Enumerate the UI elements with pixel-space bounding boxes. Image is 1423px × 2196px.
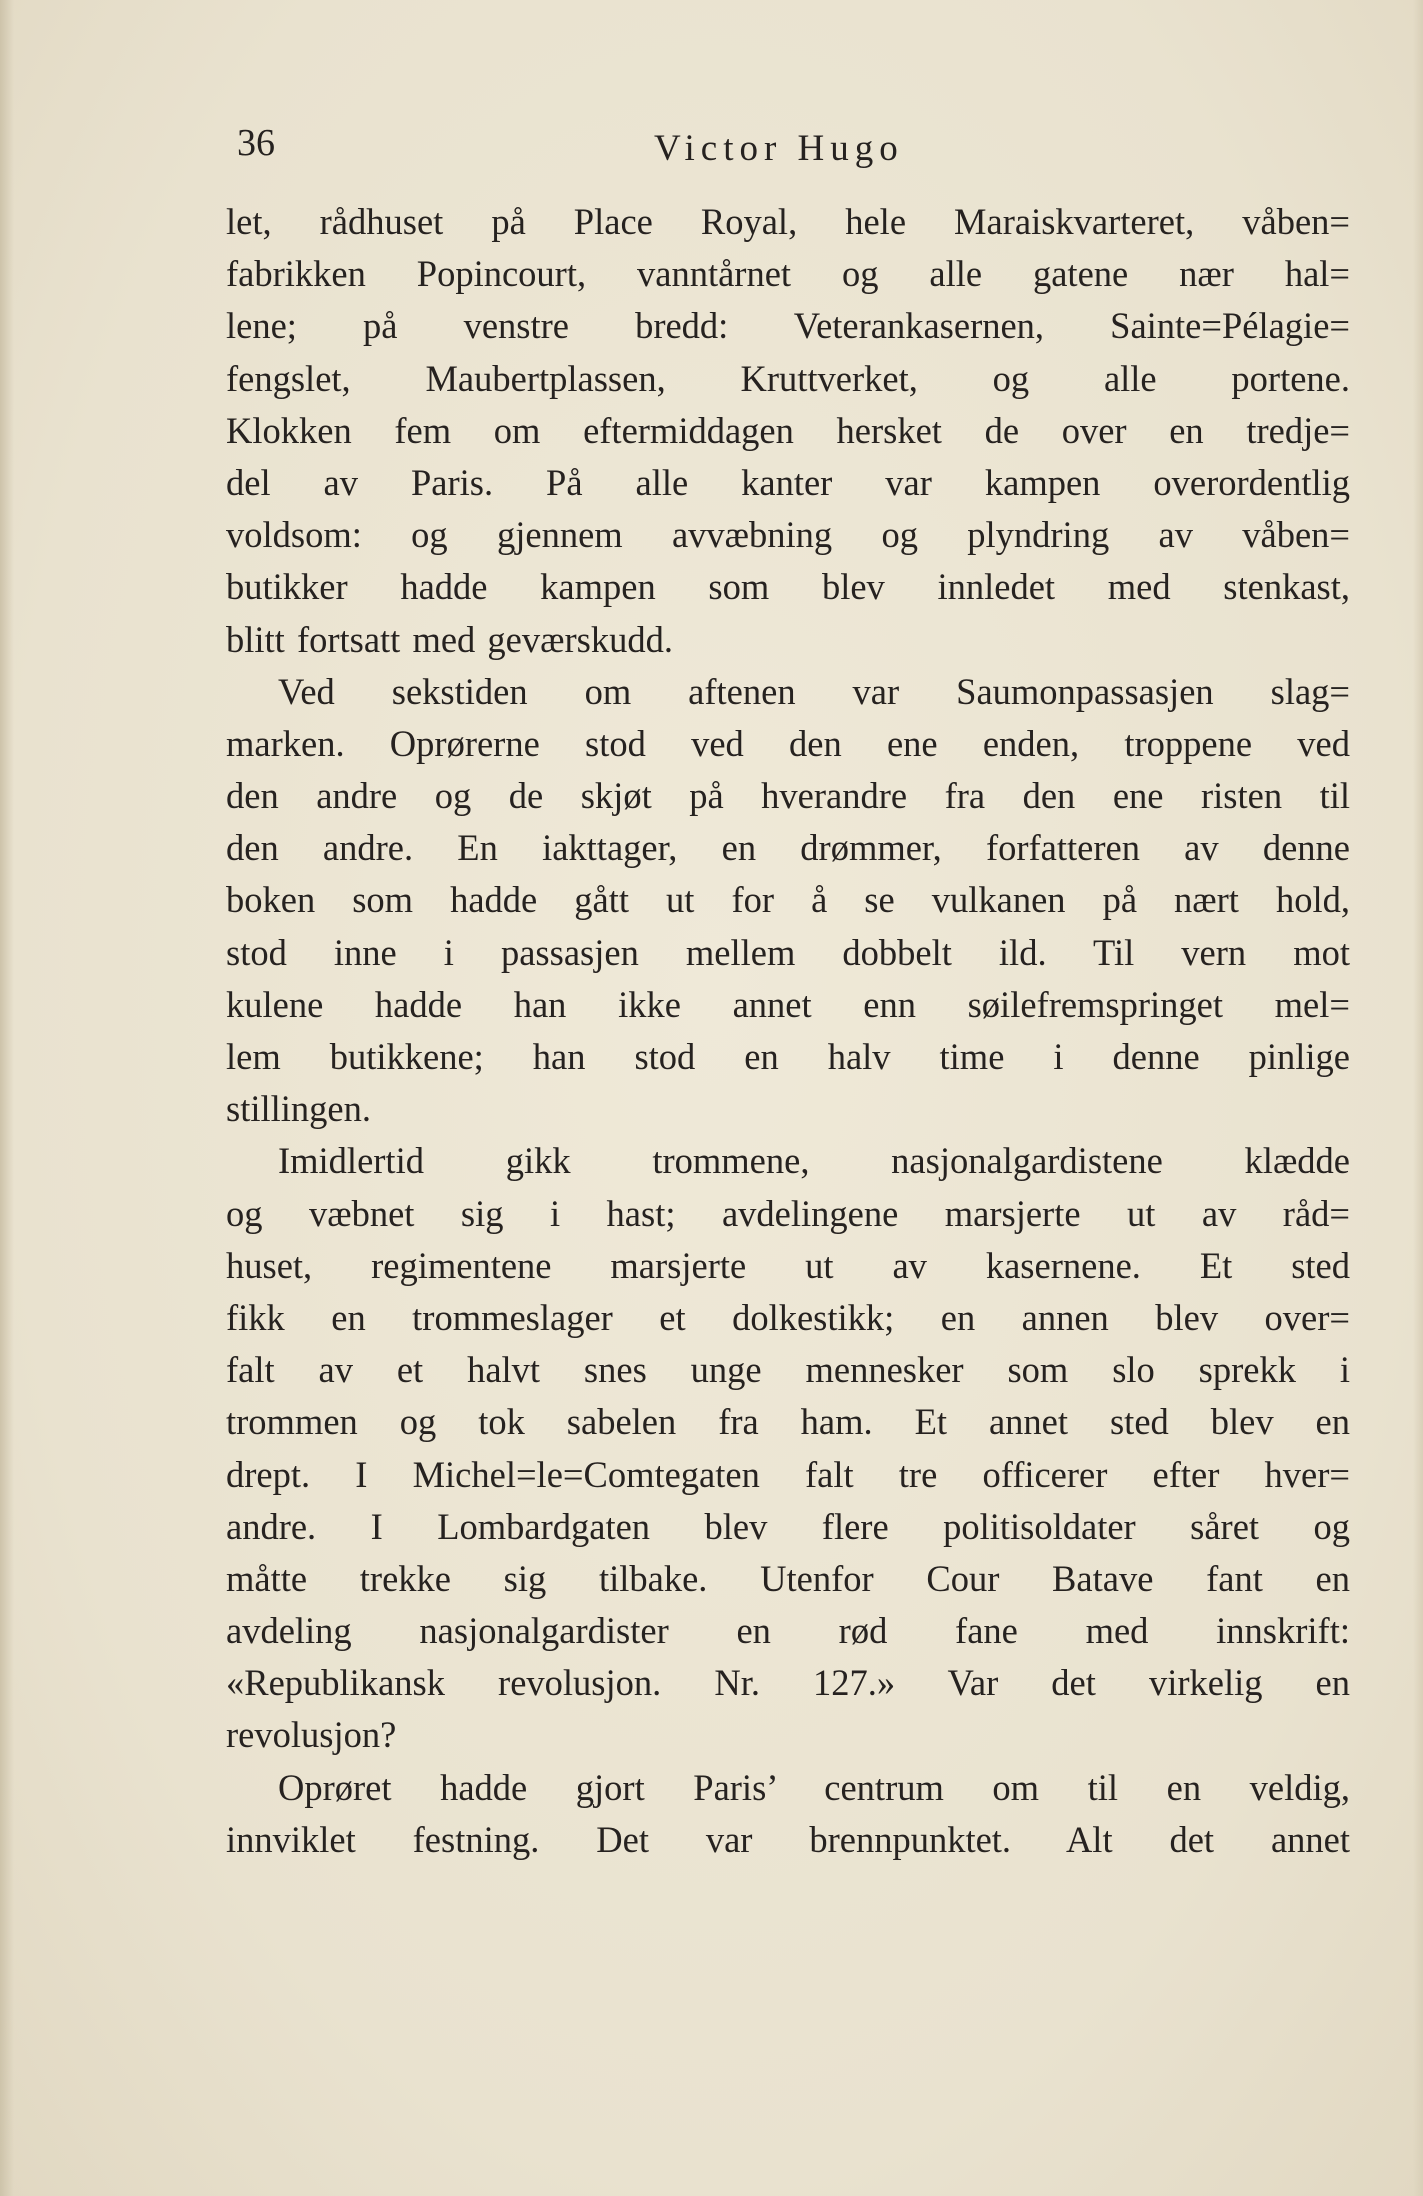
text-line: huset, regimentene marsjerte ut av kasernene. Et sted	[226, 1244, 1350, 1286]
text-line: marken. Oprørerne stod ved den ene enden, troppene ved	[226, 722, 1350, 764]
running-head: Victor Hugo	[654, 128, 904, 169]
body-text	[226, 196, 1350, 1866]
text-line: avdeling nasjonalgardister en rød fane med innskrift:	[226, 1610, 1350, 1652]
page-header	[237, 118, 1237, 178]
text-line: og væbnet sig i hast; avdelingene marsjerte ut av råd=	[226, 1192, 1350, 1234]
text-line: fengslet, Maubertplassen, Kruttverket, og alle portene.	[226, 357, 1350, 399]
text-line: stod inne i passasjen mellem dobbelt ild. Til vern mot	[226, 931, 1350, 973]
text-line: voldsom: og gjennem avvæbning og plyndring av våben=	[226, 514, 1350, 556]
text-line: lem butikkene; han stod en halv time i denne pinlige	[226, 1036, 1350, 1077]
text-line: den andre. En iakttager, en drømmer, forfatteren av denne	[226, 827, 1350, 869]
text-line: drept. I Michel=le=Comtegaten falt tre officerer efter hver=	[226, 1453, 1350, 1495]
text-line: kulene hadde han ikke annet enn søilefremspringet mel=	[226, 983, 1350, 1025]
text-line: «Republikansk revolusjon. Nr. 127.» Var det virkelig en	[226, 1662, 1350, 1704]
text-line: del av Paris. På alle kanter var kampen overordentlig	[226, 461, 1350, 503]
text-line: falt av et halvt snes unge mennesker som slo sprekk i	[226, 1349, 1350, 1391]
text-line: let, rådhuset på Place Royal, hele Maraiskvarteret, våben=	[226, 201, 1350, 242]
text-line: revolusjon?	[226, 1714, 397, 1756]
text-line: lene; på venstre bredd: Veterankasernen, Sainte=Pélagie=	[226, 305, 1350, 347]
paragraph-first-line: Ved sekstiden om aftenen var Saumonpassasjen slag=	[278, 670, 1350, 712]
text-line: den andre og de skjøt på hverandre fra den ene risten til	[226, 775, 1350, 817]
page-gutter-shadow	[0, 0, 14, 2196]
text-line: boken som hadde gått ut for å se vulkanen på nært hold,	[226, 879, 1350, 921]
paragraph-first-line: Oprøret hadde gjort Paris’ centrum om til en veldig,	[278, 1766, 1350, 1808]
text-line: butikker hadde kampen som blev innledet med stenkast,	[226, 566, 1350, 608]
paragraph-first-line: Imidlertid gikk trommene, nasjonalgardistene klædde	[278, 1140, 1350, 1182]
page-number: 36	[237, 122, 275, 164]
text-line: fikk en trommeslager et dolkestikk; en annen blev over=	[226, 1296, 1350, 1338]
text-line: stillingen.	[226, 1088, 371, 1130]
page-edge	[1413, 0, 1423, 2196]
text-line: fabrikken Popincourt, vanntårnet og alle gatene nær hal=	[226, 253, 1350, 295]
text-line: innviklet festning. Det var brennpunktet. Alt det annet	[226, 1818, 1350, 1860]
text-line: andre. I Lombardgaten blev flere politisoldater såret og	[226, 1505, 1350, 1547]
text-line: trommen og tok sabelen fra ham. Et annet sted blev en	[226, 1401, 1350, 1443]
text-line: blitt fortsatt med geværskudd.	[226, 618, 673, 660]
text-line: måtte trekke sig tilbake. Utenfor Cour Batave fant en	[226, 1557, 1350, 1599]
text-line: Klokken fem om eftermiddagen hersket de over en tredje=	[226, 409, 1350, 451]
